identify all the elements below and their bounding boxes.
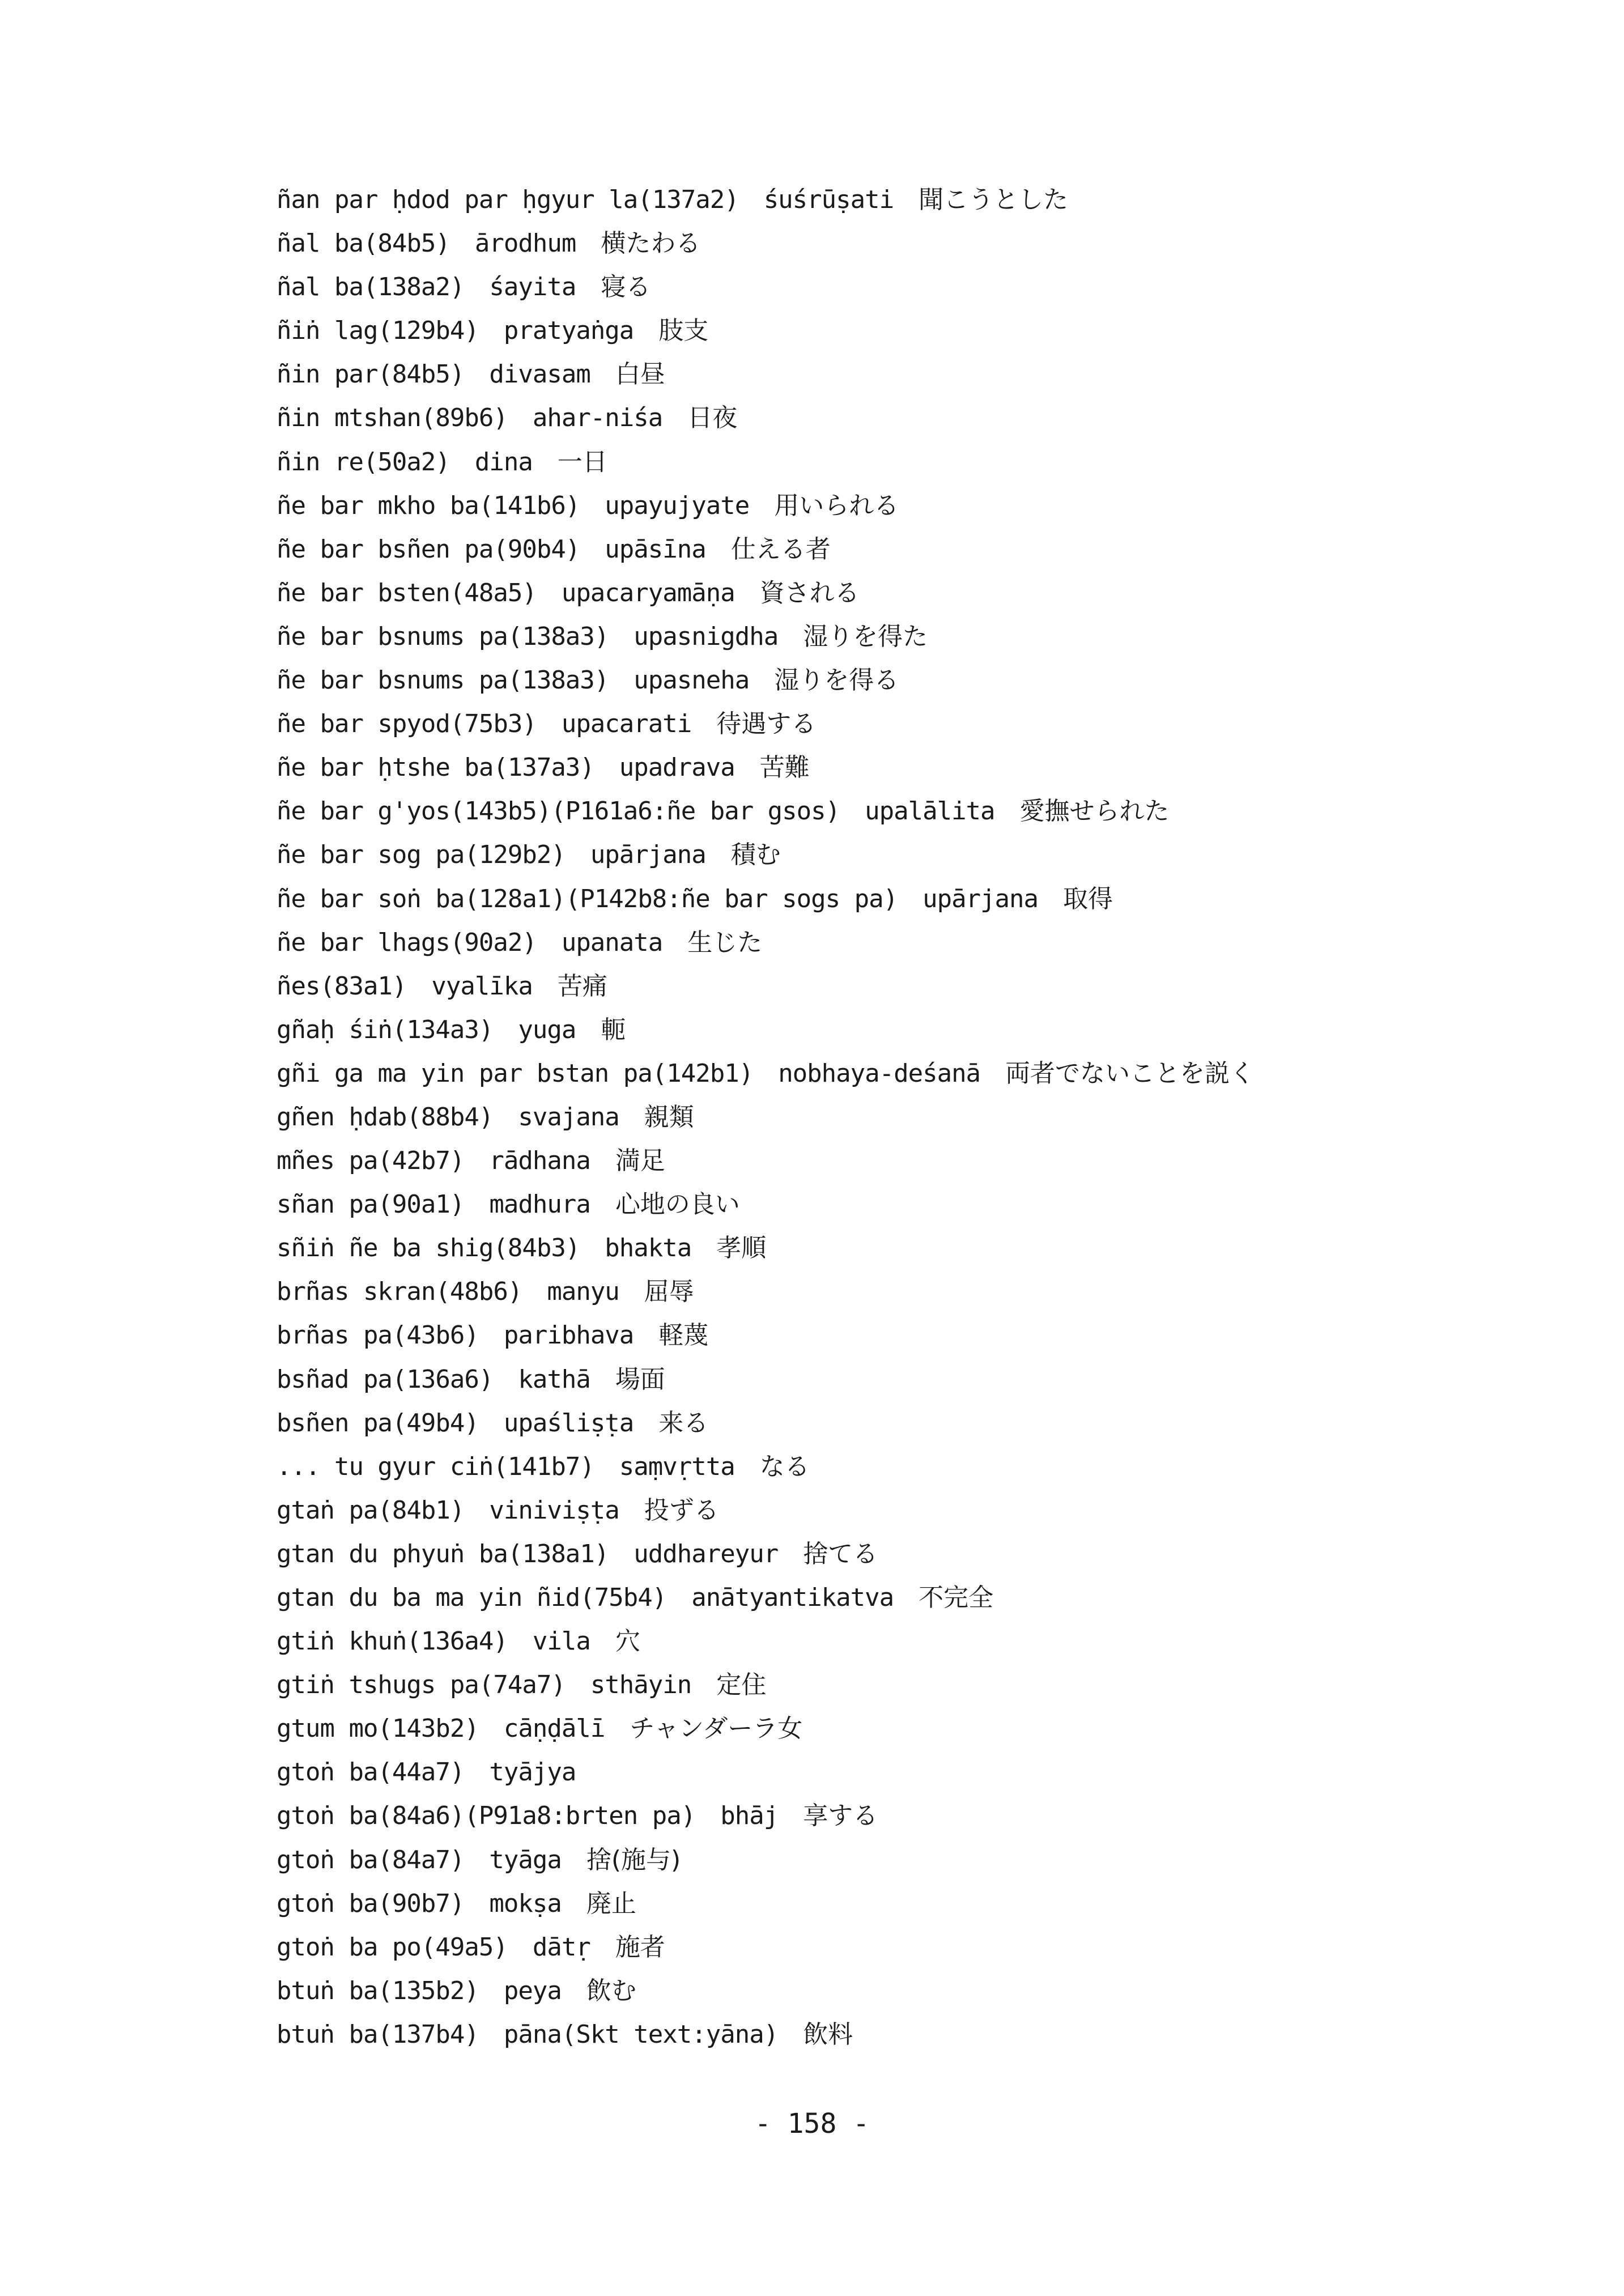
sanskrit-term: upadrava (619, 753, 735, 783)
tibetan-term: gtoṅ ba(84a7) (277, 1845, 465, 1874)
glossary-entry-list (277, 178, 1523, 2056)
glossary-entry (277, 746, 1523, 789)
tibetan-term: gñen ḥdab(88b4) (277, 1102, 494, 1132)
japanese-gloss: 施者 (615, 1932, 665, 1962)
tibetan-term: gtoṅ ba po(49a5) (277, 1932, 508, 1962)
sanskrit-term: vyalīka (431, 971, 533, 1001)
tibetan-term: gtan du ba ma yin ñid(75b4) (277, 1583, 667, 1612)
japanese-gloss: 苦痛 (557, 971, 607, 1001)
japanese-gloss: チャンダーラ女 (630, 1714, 803, 1744)
japanese-gloss: 積む (730, 840, 781, 870)
sanskrit-term: upasneha (634, 666, 750, 695)
japanese-gloss: 生じた (687, 928, 763, 957)
glossary-entry (277, 658, 1523, 702)
glossary-entry (277, 1489, 1523, 1532)
japanese-gloss: 来る (658, 1408, 709, 1438)
japanese-gloss: 満足 (615, 1146, 665, 1176)
sanskrit-term: upārjana (922, 884, 1039, 913)
japanese-gloss: 軛 (601, 1015, 626, 1044)
glossary-entry (277, 1707, 1523, 1750)
tibetan-term: bsñad pa(136a6) (277, 1364, 494, 1394)
tibetan-term: ñe bar bsten(48a5) (277, 578, 537, 607)
glossary-entry (277, 571, 1523, 615)
sanskrit-term: ārodhum (474, 229, 576, 258)
sanskrit-term: saṃvṛtta (619, 1452, 735, 1481)
tibetan-term: ... tu gyur ciṅ(141b7) (277, 1452, 594, 1481)
sanskrit-term: rādhana (489, 1146, 590, 1176)
sanskrit-term: kathā (518, 1364, 590, 1394)
japanese-gloss: 用いられる (774, 491, 899, 520)
tibetan-term: gtan du phyuṅ ba(138a1) (277, 1539, 609, 1568)
glossary-entry (277, 265, 1523, 309)
sanskrit-term: upanata (561, 928, 663, 957)
glossary-entry (277, 1095, 1523, 1139)
glossary-entry (277, 833, 1523, 877)
tibetan-term: ñe bar bsnums pa(138a3) (277, 622, 609, 651)
sanskrit-term: upārjana (590, 840, 706, 870)
glossary-entry (277, 1401, 1523, 1445)
japanese-gloss: 寝る (601, 273, 651, 302)
japanese-gloss: 捨てる (803, 1539, 878, 1568)
sanskrit-term: yuga (518, 1015, 576, 1044)
japanese-gloss: 湿りを得る (774, 666, 899, 695)
sanskrit-term: sthāyin (590, 1670, 692, 1700)
sanskrit-term: dina (474, 447, 533, 477)
sanskrit-term: bhāj (720, 1801, 779, 1831)
japanese-gloss: 穴 (615, 1627, 640, 1656)
sanskrit-term: ahar-niśa (532, 403, 663, 433)
tibetan-term: ñe bar mkho ba(141b6) (277, 491, 580, 520)
japanese-gloss: 心地の良い (615, 1190, 740, 1219)
tibetan-term: btuṅ ba(135b2) (277, 1976, 479, 2005)
tibetan-term: ñal ba(138a2) (277, 273, 465, 302)
sanskrit-term: mokṣa (489, 1889, 562, 1918)
japanese-gloss: 親類 (644, 1102, 694, 1132)
tibetan-term: gtaṅ pa(84b1) (277, 1495, 465, 1525)
japanese-gloss: 待遇する (716, 709, 817, 739)
tibetan-term: ñe bar bsñen pa(90b4) (277, 534, 580, 564)
sanskrit-term: upacarati (561, 709, 692, 739)
glossary-entry (277, 1619, 1523, 1663)
glossary-entry (277, 1139, 1523, 1183)
japanese-gloss: 不完全 (919, 1583, 994, 1612)
glossary-entry (277, 484, 1523, 528)
sanskrit-term: peya (503, 1976, 562, 2005)
tibetan-term: ñe bar g'yos(143b5)(P161a6:ñe bar gsos) (277, 797, 840, 826)
sanskrit-term: upaśliṣṭa (503, 1408, 634, 1438)
tibetan-term: ñe bar lhags(90a2) (277, 928, 537, 957)
glossary-entry (277, 1226, 1523, 1270)
sanskrit-term: madhura (489, 1190, 590, 1219)
glossary-entry (277, 921, 1523, 964)
glossary-entry (277, 702, 1523, 746)
sanskrit-term: manyu (547, 1277, 619, 1307)
tibetan-term: bsñen pa(49b4) (277, 1408, 479, 1438)
tibetan-term: ñin re(50a2) (277, 447, 450, 477)
japanese-gloss: 横たわる (601, 229, 701, 258)
tibetan-term: brñas pa(43b6) (277, 1321, 479, 1350)
japanese-gloss: 享する (803, 1801, 878, 1831)
japanese-gloss: 資される (759, 578, 860, 607)
japanese-gloss: なる (759, 1452, 810, 1481)
sanskrit-term: upayujyate (605, 491, 750, 520)
glossary-entry (277, 309, 1523, 352)
sanskrit-term: tyāga (489, 1845, 562, 1874)
glossary-entry (277, 1925, 1523, 1969)
japanese-gloss: 飲料 (803, 2019, 853, 2049)
sanskrit-term: anātyantikatva (691, 1583, 894, 1612)
japanese-gloss: 日夜 (687, 403, 738, 433)
tibetan-term: gtoṅ ba(84a6)(P91a8:brten pa) (277, 1801, 696, 1831)
sanskrit-term: paribhava (503, 1321, 634, 1350)
tibetan-term: gñi ga ma yin par bstan pa(142b1) (277, 1058, 754, 1088)
sanskrit-term: pratyaṅga (503, 316, 634, 346)
glossary-entry (277, 1838, 1523, 1882)
japanese-gloss: 取得 (1063, 884, 1113, 913)
sanskrit-term: upasnigdha (634, 622, 779, 651)
sanskrit-term: śuśrūṣati (763, 185, 894, 214)
sanskrit-term: upacaryamāṇa (561, 578, 735, 607)
glossary-entry (277, 396, 1523, 440)
japanese-gloss: 場面 (615, 1364, 665, 1394)
glossary-entry (277, 1052, 1523, 1095)
glossary-entry (277, 1532, 1523, 1576)
glossary-entry (277, 1576, 1523, 1619)
glossary-entry (277, 1882, 1523, 1925)
sanskrit-term: upāsīna (605, 534, 706, 564)
tibetan-term: ñes(83a1) (277, 971, 407, 1001)
tibetan-term: sñiṅ ñe ba shig(84b3) (277, 1234, 580, 1263)
sanskrit-term: dātṛ (532, 1932, 590, 1962)
glossary-entry (277, 222, 1523, 265)
tibetan-term: ñal ba(84b5) (277, 229, 450, 258)
japanese-gloss: 聞こうとした (919, 185, 1069, 214)
japanese-gloss: 一日 (557, 447, 607, 477)
sanskrit-term: bhakta (605, 1234, 692, 1263)
glossary-entry (277, 1313, 1523, 1357)
sanskrit-term: pāna(Skt text:yāna) (503, 2019, 779, 2049)
glossary-entry (277, 615, 1523, 658)
tibetan-term: btuṅ ba(137b4) (277, 2019, 479, 2049)
glossary-entry (277, 1663, 1523, 1707)
glossary-entry (277, 1445, 1523, 1489)
glossary-entry (277, 2013, 1523, 2056)
tibetan-term: ñe bar soṅ ba(128a1)(P142b8:ñe bar sogs pa) (277, 884, 898, 913)
tibetan-term: gtiṅ khuṅ(136a4) (277, 1627, 508, 1656)
glossary-entry (277, 964, 1523, 1008)
japanese-gloss: 捨(施与) (586, 1845, 681, 1874)
japanese-gloss: 肢支 (658, 316, 709, 346)
tibetan-term: ñin par(84b5) (277, 360, 465, 389)
japanese-gloss: 廃止 (586, 1889, 636, 1918)
sanskrit-term: nobhaya-deśanā (778, 1058, 981, 1088)
sanskrit-term: upalālita (865, 797, 995, 826)
glossary-entry (277, 877, 1523, 921)
sanskrit-term: cāṇḍālī (503, 1714, 605, 1744)
tibetan-term: ñe bar bsnums pa(138a3) (277, 666, 609, 695)
tibetan-term: gtoṅ ba(90b7) (277, 1889, 465, 1918)
sanskrit-term: svajana (518, 1102, 619, 1132)
japanese-gloss: 白昼 (615, 360, 665, 389)
tibetan-term: ñe bar ḥtshe ba(137a3) (277, 753, 594, 783)
glossary-entry (277, 1358, 1523, 1401)
tibetan-term: ñin mtshan(89b6) (277, 403, 508, 433)
tibetan-term: gñaḥ śiṅ(134a3) (277, 1015, 494, 1044)
sanskrit-term: viniviṣṭa (489, 1495, 619, 1525)
sanskrit-term: uddhareyur (634, 1539, 779, 1568)
tibetan-term: sñan pa(90a1) (277, 1190, 465, 1219)
japanese-gloss: 苦難 (759, 753, 810, 783)
japanese-gloss: 投ずる (644, 1495, 719, 1525)
glossary-entry (277, 1969, 1523, 2013)
glossary-entry (277, 528, 1523, 571)
japanese-gloss: 飲む (586, 1976, 636, 2005)
tibetan-term: ñan par ḥdod par ḥgyur la(137a2) (277, 185, 739, 214)
tibetan-term: ñe bar spyod(75b3) (277, 709, 537, 739)
tibetan-term: ñe bar sog pa(129b2) (277, 840, 566, 870)
sanskrit-term: divasam (489, 360, 590, 389)
tibetan-term: brñas skran(48b6) (277, 1277, 522, 1307)
japanese-gloss: 定住 (716, 1670, 767, 1700)
page-number: - 158 - (754, 2108, 870, 2140)
glossary-entry (277, 352, 1523, 396)
tibetan-term: gtum mo(143b2) (277, 1714, 479, 1744)
japanese-gloss: 愛撫せられた (1019, 797, 1170, 826)
tibetan-term: mñes pa(42b7) (277, 1146, 465, 1176)
glossary-entry (277, 1794, 1523, 1838)
japanese-gloss: 湿りを得た (803, 622, 928, 651)
japanese-gloss: 両者でないことを説く (1005, 1058, 1255, 1088)
glossary-entry (277, 1008, 1523, 1052)
japanese-gloss: 仕える者 (730, 534, 831, 564)
glossary-entry (277, 1183, 1523, 1226)
japanese-gloss: 孝順 (716, 1234, 767, 1263)
glossary-entry (277, 178, 1523, 222)
sanskrit-term: śayita (489, 273, 576, 302)
glossary-entry (277, 789, 1523, 833)
glossary-entry (277, 1750, 1523, 1794)
tibetan-term: ñiṅ lag(129b4) (277, 316, 479, 346)
sanskrit-term: tyājya (489, 1758, 576, 1787)
japanese-gloss: 軽蔑 (658, 1321, 709, 1350)
sanskrit-term: vila (532, 1627, 590, 1656)
tibetan-term: gtiṅ tshugs pa(74a7) (277, 1670, 566, 1700)
tibetan-term: gtoṅ ba(44a7) (277, 1758, 465, 1787)
glossary-entry (277, 1270, 1523, 1313)
glossary-entry (277, 440, 1523, 484)
japanese-gloss: 屈辱 (644, 1277, 694, 1307)
